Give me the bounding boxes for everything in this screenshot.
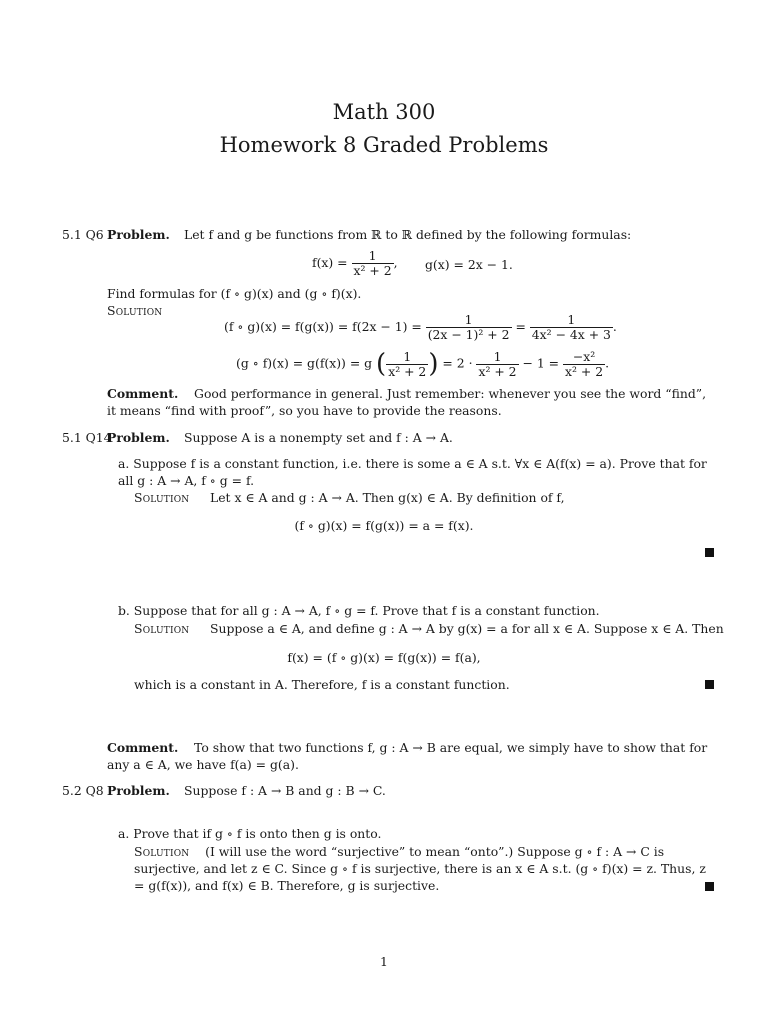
assignment-title: Homework 8 Graded Problems	[219, 133, 549, 157]
equation-lhs: (g ∘ f)(x) = g(f(x)) = g	[236, 355, 373, 371]
comment-block	[107, 385, 717, 419]
solution-label: Solution	[134, 621, 190, 636]
comment-text: Good performance in general. Just remember: whenever you see the word “find”, it means “find with proof”, so you have to provide the reasons.	[107, 386, 707, 418]
find-prompt: Find formulas for (f ∘ g)(x) and (g ∘ f)(x).	[107, 286, 362, 301]
numerator: 1	[464, 312, 473, 327]
fraction	[563, 350, 605, 379]
solution-label: Solution	[134, 490, 190, 505]
punctuation: .	[605, 355, 610, 371]
equation-f-definition	[312, 249, 398, 278]
punctuation: .	[612, 319, 617, 334]
problem-text: Let f and g be functions from ℝ to ℝ defined by the following formulas:	[184, 227, 632, 242]
fraction	[476, 350, 518, 379]
equation-middle: = 2 ·	[442, 355, 473, 371]
qed-symbol	[705, 548, 714, 557]
comment-label: Comment.	[107, 386, 179, 401]
equation-g-definition: g(x) = 2x − 1.	[425, 257, 513, 272]
denominator: 4x² − 4x + 3	[531, 327, 611, 342]
part-b-text: b. Suppose that for all g : A → A, f ∘ g = f. Prove that f is a constant function.	[118, 603, 600, 618]
denominator: x² + 2	[353, 263, 392, 278]
solution-label: Solution	[107, 303, 163, 318]
equation-lhs: f(x) =	[312, 255, 348, 270]
solution-label: Solution	[134, 844, 190, 859]
problem-label: Problem.	[107, 430, 170, 445]
numerator: 1	[403, 348, 412, 364]
solution-block	[134, 843, 716, 894]
problem-tag-q14: 5.1 Q14	[62, 430, 112, 445]
numerator: 1	[567, 312, 576, 327]
qed-symbol	[705, 882, 714, 891]
fraction	[352, 249, 394, 278]
qed-symbol	[705, 680, 714, 689]
numerator: 1	[368, 248, 377, 263]
right-paren: )	[428, 349, 439, 379]
fraction	[386, 350, 428, 379]
left-paren: (	[376, 349, 387, 379]
numerator: 1	[493, 348, 502, 364]
comment-label: Comment.	[107, 740, 179, 755]
fraction	[530, 313, 613, 342]
equals-sign: =	[515, 319, 526, 334]
equation-part-a: (f ∘ g)(x) = f(g(x)) = a = f(x).	[294, 518, 474, 533]
denominator: x² + 2	[478, 363, 517, 379]
equation-part-b: f(x) = (f ∘ g)(x) = f(g(x)) = f(a),	[287, 650, 481, 665]
part-a-text: a. Suppose f is a constant function, i.e. there is some a ∈ A s.t. ∀x ∈ A(f(x) = a). Prove that for all g : A → A, f ∘ g = f.	[118, 456, 707, 488]
equation-middle: − 1 =	[522, 355, 560, 371]
problem-label: Problem.	[107, 227, 170, 242]
equation-lhs: (f ∘ g)(x) = f(g(x)) = f(2x − 1) =	[224, 319, 422, 334]
denominator: x² + 2	[388, 363, 427, 379]
denominator: x² + 2	[565, 363, 604, 379]
part-a-text: a. Prove that if g ∘ f is onto then g is onto.	[118, 826, 382, 841]
equation-fog	[224, 313, 617, 342]
page-number: 1	[380, 954, 388, 969]
equation-gof	[236, 349, 609, 379]
problem-tag-q8: 5.2 Q8	[62, 783, 104, 798]
problem-text: Suppose A is a nonempty set and f : A → A.	[184, 430, 453, 445]
solution-text: Suppose a ∈ A, and define g : A → A by g(x) = a for all x ∈ A. Suppose x ∈ A. Then	[210, 621, 724, 636]
problem-tag-q6: 5.1 Q6	[62, 227, 104, 242]
punctuation: ,	[393, 255, 398, 270]
comment-text: To show that two functions f, g : A → B are equal, we simply have to show that for any a ∈ A, we have f(a) = g(a).	[107, 740, 708, 772]
course-title: Math 300	[332, 100, 436, 124]
denominator: (2x − 1)² + 2	[427, 327, 510, 342]
fraction	[426, 313, 512, 342]
comment-block	[107, 739, 717, 773]
problem-text: Suppose f : A → B and g : B → C.	[184, 783, 386, 798]
numerator: −x²	[572, 348, 596, 364]
solution-text: Let x ∈ A and g : A → A. Then g(x) ∈ A. By definition of f,	[210, 490, 565, 505]
solution-text: (I will use the word “surjective” to mean “onto”.) Suppose g ∘ f : A → C is surjective, and let z ∈ C. Since g ∘ f is surjective, there is an x ∈ A s.t. (g ∘ f)(x) = z. Thus, z = g(f(x)), and f(x) ∈ B. Therefore, g is surjective.	[134, 844, 706, 893]
conclusion-text: which is a constant in A. Therefore, f is a constant function.	[134, 677, 510, 692]
problem-label: Problem.	[107, 783, 170, 798]
